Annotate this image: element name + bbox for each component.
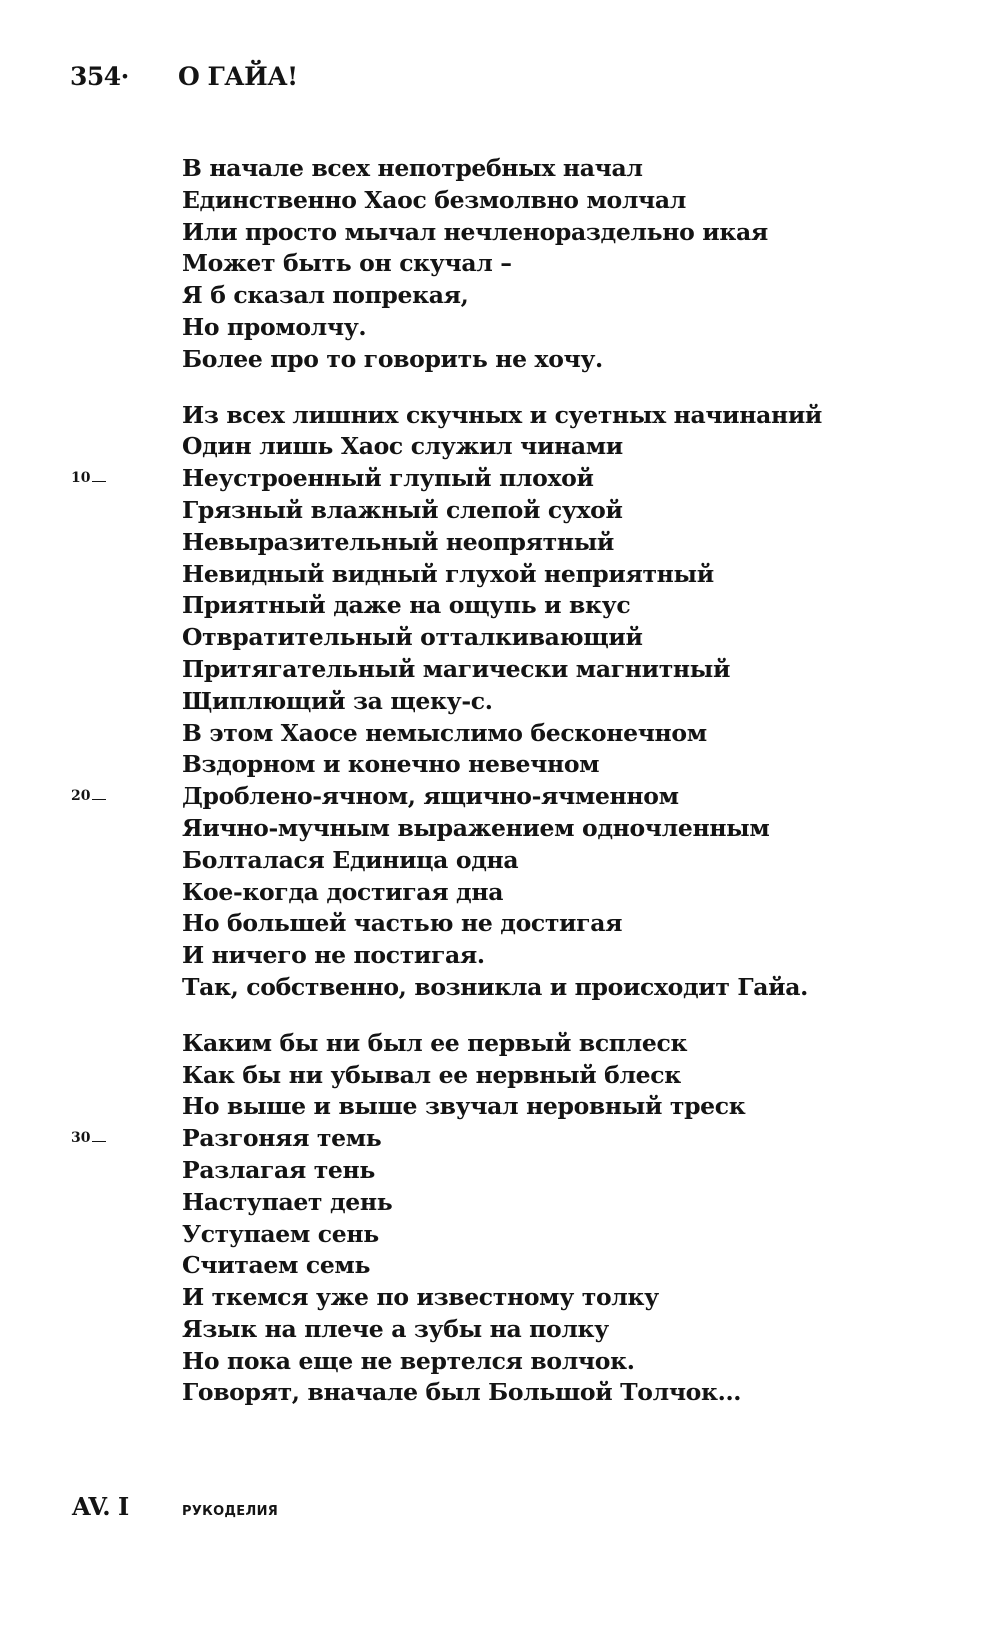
poem-line: [0, 1377, 1000, 1409]
poem-line: [0, 463, 1000, 495]
poem-line-text: Грязный влажный слепой сухой: [182, 495, 623, 524]
poem-line-text: Один лишь Хаос служил чинами: [182, 432, 623, 461]
poem-line-text: Приятный даже на ощупь и вкус: [182, 591, 631, 620]
poem-line-text: Болталася Единица одна: [182, 845, 519, 874]
poem-line-text: Считаем семь: [182, 1251, 371, 1280]
poem-line-text: В начале всех непотребных начал: [182, 154, 643, 182]
poem-line: [0, 248, 1000, 280]
line-number: 20: [71, 781, 106, 813]
poem-line: [0, 686, 1000, 718]
poem-line: [0, 1123, 1000, 1155]
section-name: РУКОДЕЛИЯ: [182, 1504, 279, 1519]
poem-number: 354·: [70, 62, 129, 91]
poem-line-text: Разгоняя темь: [182, 1124, 382, 1153]
poem-line: [0, 1187, 1000, 1219]
poem-line: [0, 1250, 1000, 1282]
section-mark: AV. I: [72, 1492, 129, 1521]
poem-line: [0, 559, 1000, 591]
line-number: 30: [71, 1123, 106, 1155]
poem-line: [0, 280, 1000, 312]
poem-line: [0, 1060, 1000, 1092]
poem-line-text: Единственно Хаос безмолвно молчал: [182, 185, 687, 214]
poem-line-text: Как бы ни убывал ее нервный блеск: [182, 1060, 681, 1089]
poem-line-text: Но выше и выше звучал неровный треск: [182, 1092, 746, 1121]
poem-line: [0, 185, 1000, 217]
poem-line-text: Но промолчу.: [182, 312, 367, 341]
poem-line-text: Наступает день: [182, 1187, 393, 1216]
poem-line-text: В этом Хаосе немыслимо бесконечном: [182, 718, 707, 747]
poem-line-text: И ничего не постигая.: [182, 941, 485, 970]
poem-line: [0, 1282, 1000, 1314]
poem-line-text: Из всех лишних скучных и суетных начинаний: [182, 400, 822, 429]
line-number: 10: [71, 463, 106, 495]
poem-line-text: Может быть он скучал –: [182, 249, 512, 278]
poem-line: [0, 590, 1000, 622]
poem-line-text: Невидный видный глухой неприятный: [182, 559, 714, 588]
poem-line: [0, 1091, 1000, 1123]
poem-line: [0, 217, 1000, 249]
poem-body: [0, 153, 1000, 1433]
poem-line-text: Более про то говорить не хочу.: [182, 344, 603, 373]
poem-line-text: Или просто мычал нечленораздельно икая: [182, 217, 768, 246]
poem-line: [0, 1155, 1000, 1187]
stanza: [0, 153, 1000, 376]
poem-line: [0, 622, 1000, 654]
poem-line: [0, 495, 1000, 527]
poem-line: [0, 781, 1000, 813]
poem-line: [0, 1219, 1000, 1251]
stanza: [0, 1028, 1000, 1410]
poem-line-text: Но большей частью не достигая: [182, 909, 623, 938]
poem-line: [0, 1346, 1000, 1378]
poem-line-text: Я б сказал попрекая,: [182, 281, 469, 310]
poem-line-text: Но пока еще не вертелся волчок.: [182, 1346, 635, 1375]
page-footer: [72, 1492, 278, 1521]
poem-line: [0, 654, 1000, 686]
poem-line: [0, 153, 1000, 185]
poem-line-text: Кое-когда достигая дна: [182, 877, 504, 906]
poem-line-text: Яично-мучным выражением одночленным: [182, 813, 770, 842]
poem-line: [0, 1314, 1000, 1346]
poem-line-text: Невыразительный неопрятный: [182, 527, 614, 556]
poem-line-text: Дроблено-ячном, ящично-ячменном: [182, 782, 679, 811]
poem-line: [0, 718, 1000, 750]
poem-line: [0, 940, 1000, 972]
poem-line-text: Щиплющий за щеку-с.: [182, 686, 493, 715]
page-header: [70, 62, 298, 102]
poem-line-text: Разлагая тень: [182, 1155, 375, 1184]
poem-line: [0, 527, 1000, 559]
poem-line: [0, 813, 1000, 845]
poem-line: [0, 845, 1000, 877]
poem-line-text: Притягательный магически магнитный: [182, 654, 731, 683]
poem-line-text: И ткемся уже по известному толку: [182, 1283, 659, 1312]
poem-line: [0, 312, 1000, 344]
poem-line: [0, 400, 1000, 432]
poem-line: [0, 908, 1000, 940]
poem-line-text: Так, собственно, возникла и происходит Гайа.: [182, 972, 808, 1001]
poem-line: [0, 431, 1000, 463]
poem-title: О ГАЙА!: [178, 62, 298, 91]
poem-line-text: Вздорном и конечно невечном: [182, 750, 600, 779]
poem-line: [0, 877, 1000, 909]
poem-line-text: Уступаем сень: [182, 1219, 379, 1248]
poem-line: [0, 344, 1000, 376]
stanza: [0, 400, 1000, 1004]
poem-line-text: Каким бы ни был ее первый всплеск: [182, 1028, 688, 1057]
poem-line: [0, 749, 1000, 781]
poem-line-text: Неустроенный глупый плохой: [182, 464, 594, 493]
poem-line-text: Отвратительный отталкивающий: [182, 623, 643, 652]
poem-line: [0, 972, 1000, 1004]
poem-line-text: Говорят, вначале был Большой Толчок...: [182, 1378, 742, 1407]
poem-line: [0, 1028, 1000, 1060]
poem-line-text: Язык на плече а зубы на полку: [182, 1314, 609, 1343]
